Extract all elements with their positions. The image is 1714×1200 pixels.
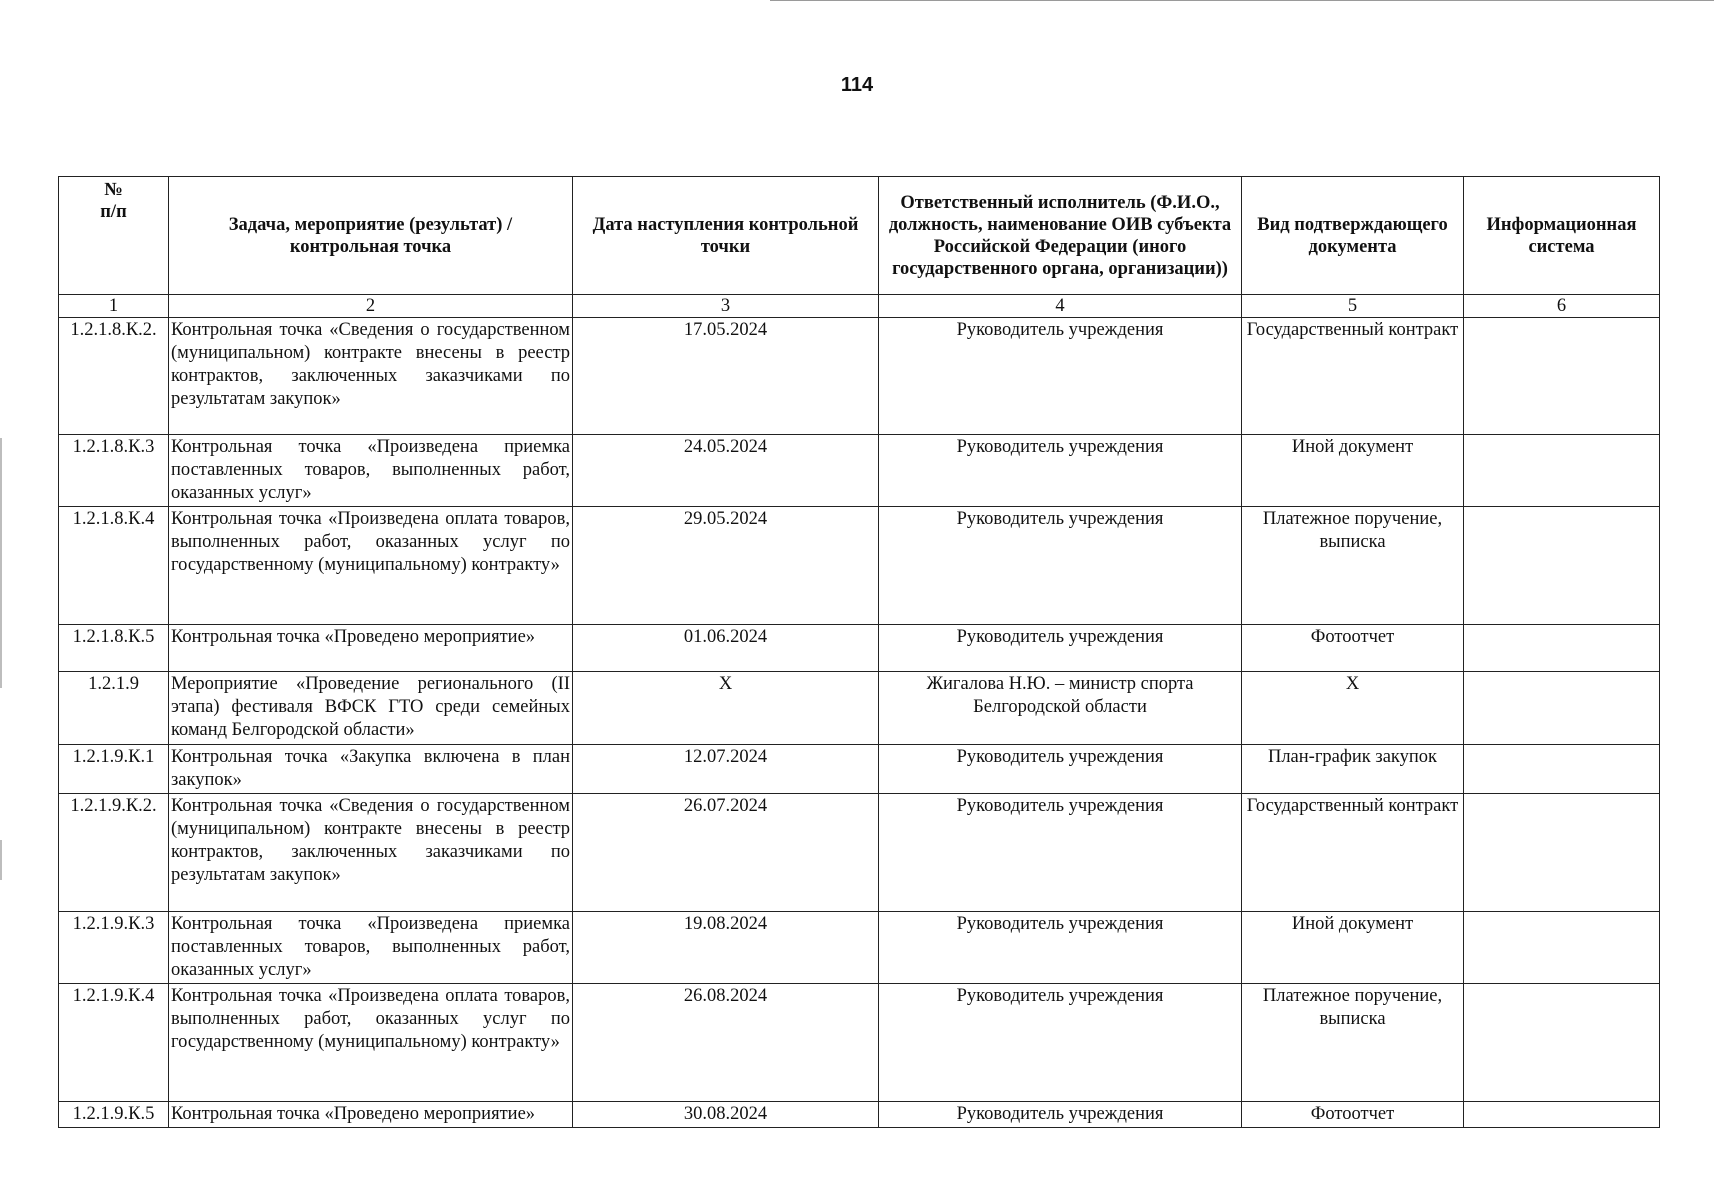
column-number: 5 xyxy=(1242,295,1464,318)
row-responsible: Руководитель учреждения xyxy=(879,745,1242,794)
row-responsible: Руководитель учреждения xyxy=(879,435,1242,507)
row-number: 1.2.1.9.К.2. xyxy=(59,794,169,912)
row-date: 24.05.2024 xyxy=(573,435,879,507)
row-date: 01.06.2024 xyxy=(573,625,879,672)
row-task: Контрольная точка «Проведено мероприятие» xyxy=(169,625,573,672)
header-task: Задача, мероприятие (результат) / контрольная точка xyxy=(169,177,573,295)
row-system xyxy=(1464,318,1660,435)
row-document: Государственный контракт xyxy=(1242,794,1464,912)
header-number xyxy=(59,177,169,295)
row-task: Контрольная точка «Произведена оплата товаров, выполненных работ, оказанных услуг по государственному (муниципальному) контракту» xyxy=(169,984,573,1102)
column-number: 1 xyxy=(59,295,169,318)
column-number: 3 xyxy=(573,295,879,318)
row-responsible: Руководитель учреждения xyxy=(879,318,1242,435)
row-date: 26.08.2024 xyxy=(573,984,879,1102)
row-system xyxy=(1464,745,1660,794)
row-document: Х xyxy=(1242,672,1464,745)
table-row xyxy=(59,672,1660,745)
column-numbers-row xyxy=(59,295,1660,318)
row-responsible: Руководитель учреждения xyxy=(879,1102,1242,1128)
row-system xyxy=(1464,625,1660,672)
row-system xyxy=(1464,672,1660,745)
row-system xyxy=(1464,912,1660,984)
row-number: 1.2.1.9.К.3 xyxy=(59,912,169,984)
row-system xyxy=(1464,435,1660,507)
row-task: Контрольная точка «Закупка включена в план закупок» xyxy=(169,745,573,794)
row-date: 12.07.2024 xyxy=(573,745,879,794)
table-row xyxy=(59,625,1660,672)
row-date: 19.08.2024 xyxy=(573,912,879,984)
column-number: 4 xyxy=(879,295,1242,318)
table-row xyxy=(59,318,1660,435)
table-row xyxy=(59,912,1660,984)
row-number: 1.2.1.8.К.5 xyxy=(59,625,169,672)
row-task: Контрольная точка «Произведена приемка поставленных товаров, выполненных работ, оказанных услуг» xyxy=(169,435,573,507)
row-document: Иной документ xyxy=(1242,435,1464,507)
row-responsible: Руководитель учреждения xyxy=(879,912,1242,984)
row-responsible: Руководитель учреждения xyxy=(879,507,1242,625)
row-document: Фотоотчет xyxy=(1242,1102,1464,1128)
table-row xyxy=(59,507,1660,625)
table-header-row xyxy=(59,177,1660,295)
control-points-table xyxy=(58,176,1660,1128)
header-document: Вид подтверждающего документа xyxy=(1242,177,1464,295)
row-system xyxy=(1464,984,1660,1102)
header-number-line-1: № xyxy=(104,180,123,200)
row-system xyxy=(1464,507,1660,625)
row-number: 1.2.1.8.К.2. xyxy=(59,318,169,435)
row-system xyxy=(1464,794,1660,912)
table-row xyxy=(59,745,1660,794)
row-date: 29.05.2024 xyxy=(573,507,879,625)
row-task: Контрольная точка «Сведения о государственном (муниципальном) контракте внесены в реестр контрактов, заключенных заказчиками по результатам закупок» xyxy=(169,318,573,435)
column-number: 6 xyxy=(1464,295,1660,318)
row-date: Х xyxy=(573,672,879,745)
row-task: Контрольная точка «Проведено мероприятие» xyxy=(169,1102,573,1128)
row-responsible: Руководитель учреждения xyxy=(879,625,1242,672)
header-responsible: Ответственный исполнитель (Ф.И.О., должность, наименование ОИВ субъекта Российской Федерации (иного государственного органа, организации)) xyxy=(879,177,1242,295)
row-responsible: Руководитель учреждения xyxy=(879,984,1242,1102)
row-task: Мероприятие «Проведение регионального (II этапа) фестиваля ВФСК ГТО среди семейных команд Белгородской области» xyxy=(169,672,573,745)
row-date: 30.08.2024 xyxy=(573,1102,879,1128)
row-number: 1.2.1.9.К.5 xyxy=(59,1102,169,1128)
table-row xyxy=(59,794,1660,912)
row-document: Платежное поручение, выписка xyxy=(1242,984,1464,1102)
row-task: Контрольная точка «Сведения о государственном (муниципальном) контракте внесены в реестр контрактов, заключенных заказчиками по результатам закупок» xyxy=(169,794,573,912)
table-row xyxy=(59,984,1660,1102)
header-number-line-2: п/п xyxy=(100,202,127,222)
column-number: 2 xyxy=(169,295,573,318)
header-date: Дата наступления контрольной точки xyxy=(573,177,879,295)
scan-top-edge xyxy=(770,0,1714,1)
scan-left-edge-mark xyxy=(0,840,2,880)
row-date: 17.05.2024 xyxy=(573,318,879,435)
row-document: План-график закупок xyxy=(1242,745,1464,794)
row-responsible: Жигалова Н.Ю. – министр спорта Белгородской области xyxy=(879,672,1242,745)
page-number: 114 xyxy=(840,74,874,96)
row-date: 26.07.2024 xyxy=(573,794,879,912)
row-number: 1.2.1.9.К.1 xyxy=(59,745,169,794)
row-task: Контрольная точка «Произведена приемка поставленных товаров, выполненных работ, оказанных услуг» xyxy=(169,912,573,984)
row-number: 1.2.1.8.К.3 xyxy=(59,435,169,507)
row-document: Фотоотчет xyxy=(1242,625,1464,672)
row-document: Платежное поручение, выписка xyxy=(1242,507,1464,625)
table-row xyxy=(59,435,1660,507)
row-document: Иной документ xyxy=(1242,912,1464,984)
row-number: 1.2.1.9.К.4 xyxy=(59,984,169,1102)
row-responsible: Руководитель учреждения xyxy=(879,794,1242,912)
scan-left-edge-mark xyxy=(0,438,2,688)
row-system xyxy=(1464,1102,1660,1128)
row-number: 1.2.1.9 xyxy=(59,672,169,745)
row-task: Контрольная точка «Произведена оплата товаров, выполненных работ, оказанных услуг по государственному (муниципальному) контракту» xyxy=(169,507,573,625)
table-row xyxy=(59,1102,1660,1128)
header-system: Информационная система xyxy=(1464,177,1660,295)
row-number: 1.2.1.8.К.4 xyxy=(59,507,169,625)
row-document: Государственный контракт xyxy=(1242,318,1464,435)
